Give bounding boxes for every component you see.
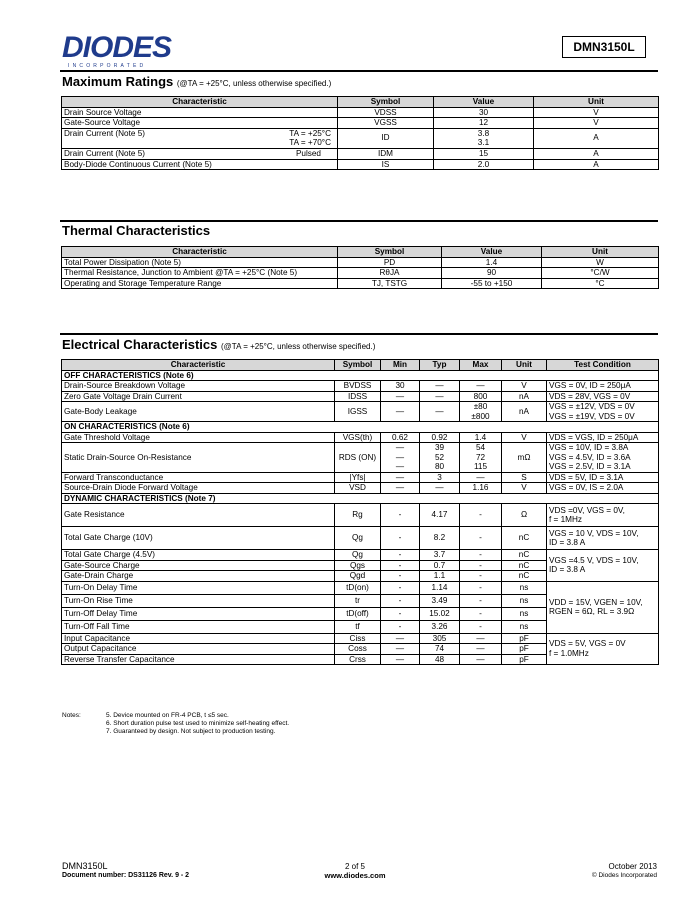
cell-test: VDS = 28V, VGS = 0V xyxy=(547,391,659,402)
cell-max-line: ±80 xyxy=(473,402,488,411)
cell-max: - xyxy=(460,527,502,550)
col-header: Min xyxy=(381,360,420,371)
col-header: Unit xyxy=(542,247,659,258)
cell-typ: 3 xyxy=(420,472,460,483)
cell-char-text: Drain Current (Note 5) xyxy=(64,128,145,138)
cell-typ: 1.1 xyxy=(420,571,460,582)
cell-cond: Pulsed xyxy=(295,148,321,158)
cell-test xyxy=(547,581,659,633)
cell-unit: V xyxy=(502,432,547,443)
cell-symbol: Qgd xyxy=(335,571,381,582)
table-row xyxy=(62,402,659,422)
table-row xyxy=(62,527,659,550)
table-row xyxy=(62,148,659,159)
cell-max: — xyxy=(460,381,502,392)
cell-char-text: Drain Current (Note 5) xyxy=(64,148,145,158)
cell-symbol: tr xyxy=(335,594,381,607)
thermal-title xyxy=(62,223,210,238)
cell-typ: 0.92 xyxy=(420,432,460,443)
cell-typ: 74 xyxy=(420,644,460,655)
cell-char: Turn-On Delay Time xyxy=(62,581,335,594)
table-row xyxy=(62,278,659,289)
cell-symbol: PD xyxy=(338,257,442,268)
cell-char: Static Drain-Source On-Resistance xyxy=(62,443,335,473)
cell-unit: mΩ xyxy=(502,443,547,473)
cell-char: Zero Gate Voltage Drain Current xyxy=(62,391,335,402)
cell-test-line: VGS = ±12V, VDS = 0V xyxy=(549,402,635,411)
cell-char: Turn-Off Delay Time xyxy=(62,607,335,620)
col-header: Typ xyxy=(420,360,460,371)
cell-max: - xyxy=(460,594,502,607)
cell-unit: nC xyxy=(502,571,547,582)
cell-char: Total Gate Charge (4.5V) xyxy=(62,550,335,561)
max-ratings-condition: (@TA = +25°C, unless otherwise specified.) xyxy=(176,79,332,88)
table-row xyxy=(62,443,659,473)
cell-max: — xyxy=(460,472,502,483)
cell-unit: nC xyxy=(502,527,547,550)
cell-typ: 0.7 xyxy=(420,560,460,571)
cell-typ: — xyxy=(420,391,460,402)
cell-symbol: Crss xyxy=(335,654,381,665)
note-item: 6. Short duration pulse test used to minimize self-heating effect. xyxy=(106,720,290,727)
table-row xyxy=(62,107,659,118)
diodes-logo xyxy=(62,31,194,69)
cell-value: 30 xyxy=(434,107,534,118)
cell-typ: 305 xyxy=(420,633,460,644)
cell-symbol: IDM xyxy=(338,148,434,159)
cell-min: 30 xyxy=(381,381,420,392)
cell-unit: ns xyxy=(502,594,547,607)
cell-line: VGS = 10 V, VDS = 10V, xyxy=(549,528,639,538)
cell-min: — xyxy=(381,633,420,644)
cell-test: VGS = 0V, IS = 2.0A xyxy=(547,483,659,494)
cell-max: 1.16 xyxy=(460,483,502,494)
cell-line: VGS = 4.5V, ID = 3.6A xyxy=(549,452,631,462)
cell-min: — xyxy=(381,654,420,665)
cell-typ xyxy=(420,443,460,473)
col-header: Unit xyxy=(502,360,547,371)
table-row xyxy=(62,633,659,644)
cell-test xyxy=(547,504,659,527)
cell-symbol: Qg xyxy=(335,527,381,550)
cell-min: - xyxy=(381,560,420,571)
cell-min: - xyxy=(381,571,420,582)
cell-max: - xyxy=(460,504,502,527)
cell-max xyxy=(460,402,502,422)
cell-min: — xyxy=(381,644,420,655)
cell-min: 0.62 xyxy=(381,432,420,443)
off-section-header: OFF CHARACTERISTICS (Note 6) xyxy=(62,370,659,381)
cell-min: — xyxy=(381,402,420,422)
cell-typ: 3.49 xyxy=(420,594,460,607)
cell-unit: V xyxy=(502,483,547,494)
cell-symbol: VGSS xyxy=(338,118,434,129)
cell-char: Total Gate Charge (10V) xyxy=(62,527,335,550)
cell-typ: 8.2 xyxy=(420,527,460,550)
table-row xyxy=(62,159,659,170)
cell-char: Output Capacitance xyxy=(62,644,335,655)
cell-max: - xyxy=(460,560,502,571)
cell-test: VDS = VGS, ID = 250μA xyxy=(547,432,659,443)
cell-value: 90 xyxy=(442,268,542,279)
cell-char xyxy=(62,148,338,159)
cell-char: Gate Resistance xyxy=(62,504,335,527)
elec-table xyxy=(61,359,659,665)
cell-typ: 15.02 xyxy=(420,607,460,620)
max-ratings-table xyxy=(61,96,659,170)
cell-line: f = 1MHz xyxy=(549,515,582,524)
cell-typ: 3.26 xyxy=(420,620,460,633)
footer-web[interactable]: www.diodes.com xyxy=(324,871,386,880)
cell-min: - xyxy=(381,594,420,607)
cell-typ: — xyxy=(420,402,460,422)
elec-title xyxy=(62,337,375,352)
notes xyxy=(62,712,289,736)
on-section-header: ON CHARACTERISTICS (Note 6) xyxy=(62,422,659,433)
footer-left xyxy=(62,862,189,880)
cell-symbol: ID xyxy=(338,128,434,148)
cell-value-line: 3.1 xyxy=(477,138,490,147)
footer-center xyxy=(300,862,410,880)
cell-char: Source-Drain Diode Forward Voltage xyxy=(62,483,335,494)
cell-line: ID = 3.8 A xyxy=(549,565,586,575)
table-row xyxy=(62,432,659,443)
cell-unit: W xyxy=(542,257,659,268)
note-item: 7. Guaranteed by design. Not subject to production testing. xyxy=(106,728,276,735)
cell-value-line: 3.8 xyxy=(477,128,490,138)
cell-char: Gate Threshold Voltage xyxy=(62,432,335,443)
table-row xyxy=(62,128,659,148)
header-divider xyxy=(60,70,658,72)
cell-char: Gate-Body Leakage xyxy=(62,402,335,422)
cell-unit: pF xyxy=(502,644,547,655)
table-row xyxy=(62,118,659,129)
cell-line: 52 xyxy=(434,452,445,462)
cell-max xyxy=(460,443,502,473)
table-row xyxy=(62,391,659,402)
cell-symbol: IS xyxy=(338,159,434,170)
cell-symbol: RθJA xyxy=(338,268,442,279)
cell-max: - xyxy=(460,620,502,633)
cell-symbol: VSD xyxy=(335,483,381,494)
cell-symbol: Ciss xyxy=(335,633,381,644)
cell-char xyxy=(62,128,338,148)
cell-line: VDD = 15V, VGEN = 10V, xyxy=(549,597,643,607)
cell-line: VGS = 2.5V, ID = 3.1A xyxy=(549,462,631,471)
cell-unit: A xyxy=(534,128,659,148)
cell-max: - xyxy=(460,581,502,594)
col-header: Test Condition xyxy=(547,360,659,371)
notes-label: Notes: xyxy=(62,712,81,719)
cell-unit: Ω xyxy=(502,504,547,527)
cell-typ: — xyxy=(420,483,460,494)
cell-char: Gate-Source Charge xyxy=(62,560,335,571)
cell-line: — xyxy=(395,452,405,462)
cell-char: Drain-Source Breakdown Voltage xyxy=(62,381,335,392)
cell-max: - xyxy=(460,607,502,620)
col-header: Symbol xyxy=(338,97,434,108)
cell-min: - xyxy=(381,550,420,561)
col-header: Characteristic xyxy=(62,97,338,108)
cell-typ: 3.7 xyxy=(420,550,460,561)
cell-typ: 4.17 xyxy=(420,504,460,527)
cell-line: VDS = 5V, VGS = 0V xyxy=(549,639,626,649)
cell-symbol: TJ, TSTG xyxy=(338,278,442,289)
cell-symbol: RDS (ON) xyxy=(335,443,381,473)
cell-line: 72 xyxy=(475,452,486,462)
cell-max: 800 xyxy=(460,391,502,402)
cell-symbol: IDSS xyxy=(335,391,381,402)
cell-char: Total Power Dissipation (Note 5) xyxy=(62,257,338,268)
table-row xyxy=(62,268,659,279)
col-header: Value xyxy=(434,97,534,108)
cell-char: Forward Transconductance xyxy=(62,472,335,483)
table-row xyxy=(62,381,659,392)
logo-text: DIODES xyxy=(62,31,172,64)
cell-test: VGS = 0V, ID = 250μA xyxy=(547,381,659,392)
section-divider xyxy=(60,333,658,335)
cell-symbol: Rg xyxy=(335,504,381,527)
thermal-table xyxy=(61,246,659,289)
cell-symbol: VGS(th) xyxy=(335,432,381,443)
part-number-box: DMN3150L xyxy=(562,36,646,58)
cell-unit: pF xyxy=(502,654,547,665)
cell-line: VGS =4.5 V, VDS = 10V, xyxy=(549,555,639,565)
cell-value: 1.4 xyxy=(442,257,542,268)
cell-symbol: BVDSS xyxy=(335,381,381,392)
cell-min xyxy=(381,443,420,473)
cell-symbol: tf xyxy=(335,620,381,633)
cell-unit: V xyxy=(534,107,659,118)
cell-char: Drain Source Voltage xyxy=(62,107,338,118)
cell-line: 115 xyxy=(473,462,488,471)
cell-test xyxy=(547,550,659,582)
cell-test: VDS = 5V, ID = 3.1A xyxy=(547,472,659,483)
table-row xyxy=(62,550,659,561)
cell-unit: S xyxy=(502,472,547,483)
cell-typ: 48 xyxy=(420,654,460,665)
cell-char: Operating and Storage Temperature Range xyxy=(62,278,338,289)
dynamic-section-header: DYNAMIC CHARACTERISTICS (Note 7) xyxy=(62,493,659,504)
col-header: Value xyxy=(442,247,542,258)
max-ratings-title xyxy=(62,74,331,89)
col-header: Symbol xyxy=(335,360,381,371)
cell-unit: A xyxy=(534,148,659,159)
cell-value xyxy=(434,128,534,148)
cell-cond: TA = +25°C xyxy=(289,128,331,138)
cell-min: — xyxy=(381,472,420,483)
cell-min: - xyxy=(381,527,420,550)
cell-char: Gate-Source Voltage xyxy=(62,118,338,129)
cell-symbol: Qgs xyxy=(335,560,381,571)
cell-max: - xyxy=(460,571,502,582)
cell-max: - xyxy=(460,550,502,561)
logo-subtext: INCORPORATED xyxy=(68,63,147,69)
cell-char: Thermal Resistance, Junction to Ambient @TA = +25°C (Note 5) xyxy=(62,268,338,279)
cell-symbol: Coss xyxy=(335,644,381,655)
cell-line: — xyxy=(395,443,405,452)
cell-test xyxy=(547,443,659,473)
footer-copyright: © Diodes Incorporated xyxy=(591,872,657,879)
cell-max: — xyxy=(460,644,502,655)
cell-char: Gate-Drain Charge xyxy=(62,571,335,582)
cell-char: Body-Diode Continuous Current (Note 5) xyxy=(62,159,338,170)
cell-max-line: ±800 xyxy=(471,411,490,421)
col-header: Unit xyxy=(534,97,659,108)
note-item: 5. Device mounted on FR-4 PCB, t ≤5 sec. xyxy=(106,712,229,719)
cell-char: Turn-Off Fall Time xyxy=(62,620,335,633)
cell-unit: nA xyxy=(502,391,547,402)
elec-heading: Electrical Characteristics xyxy=(62,337,218,352)
cell-test-line: VGS = ±19V, VDS = 0V xyxy=(549,411,635,421)
col-header: Symbol xyxy=(338,247,442,258)
cell-line: ID = 3.8 A xyxy=(549,538,586,547)
footer-right xyxy=(592,862,657,880)
table-row xyxy=(62,472,659,483)
cell-unit: °C/W xyxy=(542,268,659,279)
table-row xyxy=(62,581,659,594)
cell-unit: ns xyxy=(502,581,547,594)
cell-line: — xyxy=(395,462,405,471)
cell-min: — xyxy=(381,391,420,402)
cell-line: VGS = 10V, ID = 3.8A xyxy=(549,443,629,452)
cell-unit: nA xyxy=(502,402,547,422)
cell-line: VDS =0V, VGS = 0V, xyxy=(549,505,625,515)
cell-max: 1.4 xyxy=(460,432,502,443)
cell-line: 54 xyxy=(475,443,486,452)
cell-unit: pF xyxy=(502,633,547,644)
table-row xyxy=(62,483,659,494)
cell-symbol: VDSS xyxy=(338,107,434,118)
cell-cond: TA = +70°C xyxy=(289,137,331,147)
cell-min: - xyxy=(381,581,420,594)
cell-typ: 1.14 xyxy=(420,581,460,594)
cell-symbol: tD(on) xyxy=(335,581,381,594)
col-header: Characteristic xyxy=(62,360,335,371)
table-row xyxy=(62,257,659,268)
cell-unit: V xyxy=(502,381,547,392)
cell-char: Turn-On Rise Time xyxy=(62,594,335,607)
cell-unit: A xyxy=(534,159,659,170)
cell-symbol: tD(off) xyxy=(335,607,381,620)
cell-symbol: |Yfs| xyxy=(335,472,381,483)
cell-max: — xyxy=(460,633,502,644)
thermal-heading: Thermal Characteristics xyxy=(62,223,211,238)
cell-min: - xyxy=(381,620,420,633)
cell-unit: °C xyxy=(542,278,659,289)
cell-line: RGEN = 6Ω, RL = 3.9Ω xyxy=(549,607,635,616)
cell-unit: nC xyxy=(502,550,547,561)
cell-test xyxy=(547,633,659,665)
col-header: Max xyxy=(460,360,502,371)
cell-line: 80 xyxy=(434,462,445,471)
col-header: Characteristic xyxy=(62,247,338,258)
table-row xyxy=(62,504,659,527)
footer-docnum: Document number: DS31126 Rev. 9 - 2 xyxy=(62,872,190,879)
cell-unit: ns xyxy=(502,620,547,633)
footer-date: October 2013 xyxy=(608,862,657,871)
cell-symbol: Qg xyxy=(335,550,381,561)
cell-symbol: IGSS xyxy=(335,402,381,422)
cell-line: 39 xyxy=(434,443,445,452)
cell-unit: nC xyxy=(502,560,547,571)
cell-value: 15 xyxy=(434,148,534,159)
cell-char: Reverse Transfer Capacitance xyxy=(62,654,335,665)
cell-test xyxy=(547,402,659,422)
cell-typ: — xyxy=(420,381,460,392)
cell-line: f = 1.0MHz xyxy=(549,648,589,658)
cell-max: — xyxy=(460,654,502,665)
cell-unit: ns xyxy=(502,607,547,620)
cell-min: - xyxy=(381,504,420,527)
footer-page: 2 of 5 xyxy=(344,862,365,871)
cell-test xyxy=(547,527,659,550)
cell-min: — xyxy=(381,483,420,494)
cell-unit: V xyxy=(534,118,659,129)
cell-min: - xyxy=(381,607,420,620)
cell-char: Input Capacitance xyxy=(62,633,335,644)
cell-value: 12 xyxy=(434,118,534,129)
max-ratings-heading: Maximum Ratings xyxy=(62,74,174,89)
section-divider xyxy=(60,220,658,222)
footer-part: DMN3150L xyxy=(62,861,108,871)
cell-value: 2.0 xyxy=(434,159,534,170)
cell-value: -55 to +150 xyxy=(442,278,542,289)
elec-condition: (@TA = +25°C, unless otherwise specified.) xyxy=(221,342,376,351)
